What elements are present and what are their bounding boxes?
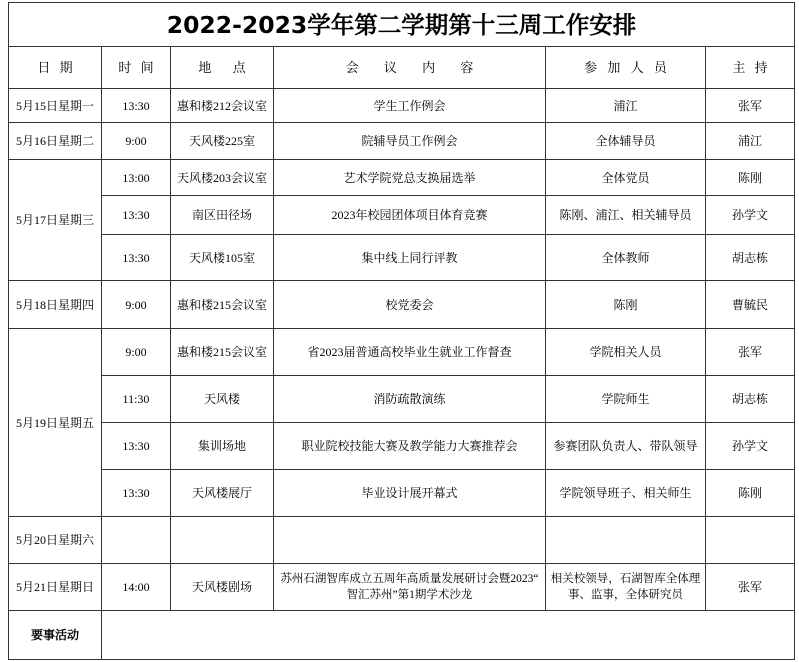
content-cell: 毕业设计展开幕式 — [274, 470, 546, 517]
time-cell: 13:30 — [102, 196, 171, 235]
header-location: 地 点 — [171, 47, 274, 89]
date-cell: 5月20日星期六 — [9, 517, 102, 564]
content-cell: 集中线上同行评教 — [274, 235, 546, 281]
date-cell: 5月17日星期三 — [9, 160, 102, 281]
participants-cell: 全体教师 — [546, 235, 706, 281]
time-cell: 13:30 — [102, 235, 171, 281]
participants-cell: 陈刚、浦江、相关辅导员 — [546, 196, 706, 235]
header-host: 主 持 — [706, 47, 795, 89]
host-cell: 胡志栋 — [706, 376, 795, 423]
key-events-row — [9, 611, 795, 660]
location-cell: 南区田径场 — [171, 196, 274, 235]
table-row — [9, 423, 795, 470]
location-cell: 天风楼展厅 — [171, 470, 274, 517]
page-title: 2022-2023学年第二学期第十三周工作安排 — [9, 3, 795, 47]
header-time: 时 间 — [102, 47, 171, 89]
table-row — [9, 123, 795, 160]
host-cell: 孙学文 — [706, 196, 795, 235]
schedule-sheet — [8, 2, 794, 660]
location-cell — [171, 517, 274, 564]
time-cell: 13:30 — [102, 423, 171, 470]
table-row — [9, 564, 795, 611]
participants-cell: 参赛团队负责人、带队领导 — [546, 423, 706, 470]
time-cell — [102, 517, 171, 564]
location-cell: 天风楼225室 — [171, 123, 274, 160]
header-date: 日 期 — [9, 47, 102, 89]
participants-cell: 学院相关人员 — [546, 329, 706, 376]
participants-cell: 全体党员 — [546, 160, 706, 196]
date-cell: 5月21日星期日 — [9, 564, 102, 611]
participants-cell: 浦江 — [546, 89, 706, 123]
participants-cell: 陈刚 — [546, 281, 706, 329]
schedule-table — [8, 2, 795, 660]
content-cell: 艺术学院党总支换届选举 — [274, 160, 546, 196]
table-row — [9, 329, 795, 376]
time-cell: 13:30 — [102, 470, 171, 517]
host-cell: 浦江 — [706, 123, 795, 160]
content-cell: 院辅导员工作例会 — [274, 123, 546, 160]
time-cell: 13:00 — [102, 160, 171, 196]
table-row — [9, 89, 795, 123]
table-row — [9, 281, 795, 329]
time-cell: 9:00 — [102, 329, 171, 376]
title-row — [9, 3, 795, 47]
table-row — [9, 160, 795, 196]
location-cell: 天风楼 — [171, 376, 274, 423]
time-cell: 11:30 — [102, 376, 171, 423]
table-row — [9, 470, 795, 517]
table-row — [9, 196, 795, 235]
host-cell: 张军 — [706, 89, 795, 123]
participants-cell: 学院领导班子、相关师生 — [546, 470, 706, 517]
content-cell: 省2023届普通高校毕业生就业工作督查 — [274, 329, 546, 376]
time-cell: 9:00 — [102, 281, 171, 329]
time-cell: 9:00 — [102, 123, 171, 160]
participants-cell: 相关校领导，石湖智库全体理 事、监事，全体研究员 — [546, 564, 706, 611]
date-cell: 5月15日星期一 — [9, 89, 102, 123]
content-cell: 校党委会 — [274, 281, 546, 329]
content-cell — [274, 517, 546, 564]
date-cell: 5月16日星期二 — [9, 123, 102, 160]
host-cell — [706, 517, 795, 564]
time-cell: 14:00 — [102, 564, 171, 611]
time-cell: 13:30 — [102, 89, 171, 123]
key-events-label: 要事活动 — [9, 611, 102, 660]
content-cell: 消防疏散演练 — [274, 376, 546, 423]
host-cell: 陈刚 — [706, 160, 795, 196]
location-cell: 惠和楼212会议室 — [171, 89, 274, 123]
header-row — [9, 47, 795, 89]
location-cell: 惠和楼215会议室 — [171, 329, 274, 376]
location-cell: 惠和楼215会议室 — [171, 281, 274, 329]
participants-cell — [546, 517, 706, 564]
date-cell: 5月18日星期四 — [9, 281, 102, 329]
date-cell: 5月19日星期五 — [9, 329, 102, 517]
content-cell: 2023年校园团体项目体育竞赛 — [274, 196, 546, 235]
host-cell: 曹毓民 — [706, 281, 795, 329]
host-cell: 胡志栋 — [706, 235, 795, 281]
host-cell: 陈刚 — [706, 470, 795, 517]
location-cell: 天风楼203会议室 — [171, 160, 274, 196]
host-cell: 孙学文 — [706, 423, 795, 470]
location-cell: 天风楼剧场 — [171, 564, 274, 611]
header-content: 会 议 内 容 — [274, 47, 546, 89]
host-cell: 张军 — [706, 329, 795, 376]
table-row — [9, 517, 795, 564]
content-cell: 学生工作例会 — [274, 89, 546, 123]
participants-cell: 学院师生 — [546, 376, 706, 423]
table-row — [9, 376, 795, 423]
content-cell: 苏州石湖智库成立五周年高质量发展研讨会暨2023“ 智汇苏州”第1期学术沙龙 — [274, 564, 546, 611]
participants-cell: 全体辅导员 — [546, 123, 706, 160]
location-cell: 集训场地 — [171, 423, 274, 470]
host-cell: 张军 — [706, 564, 795, 611]
location-cell: 天风楼105室 — [171, 235, 274, 281]
table-row — [9, 235, 795, 281]
key-events-content — [102, 611, 795, 660]
header-participants: 参 加 人 员 — [546, 47, 706, 89]
content-cell: 职业院校技能大赛及教学能力大赛推荐会 — [274, 423, 546, 470]
